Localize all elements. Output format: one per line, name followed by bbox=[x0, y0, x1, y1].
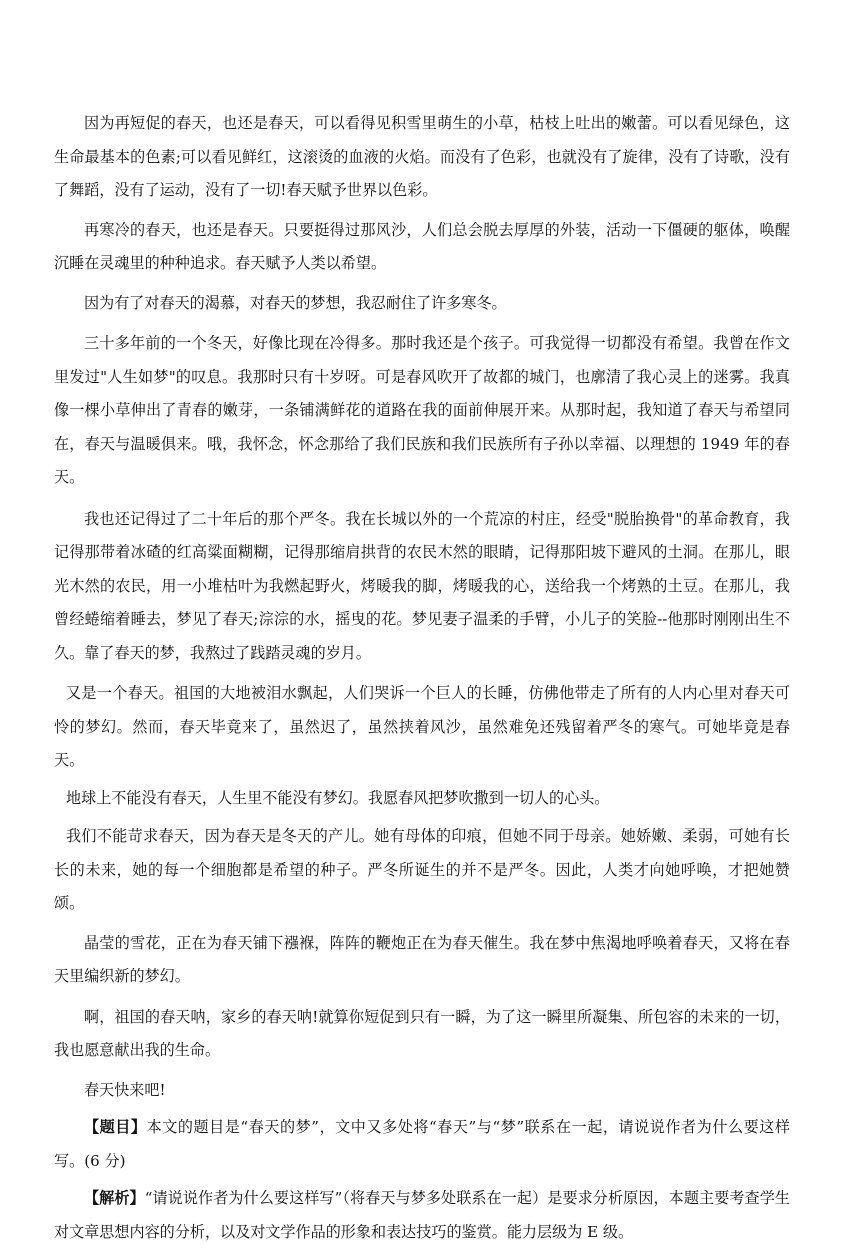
paragraph-3: 因为有了对春天的渴慕，对春天的梦想，我忍耐住了许多寒冬。 bbox=[84, 293, 507, 312]
paragraph-10: 啊，祖国的春天呐，家乡的春天呐!就算你短促到只有一瞬，为了这一瞬里所凝集、所包容的未来的一切，我也愿意献出我的生命。 bbox=[54, 1007, 790, 1059]
paragraph-1: 因为再短促的春天，也还是春天，可以看得见积雪里萌生的小草，枯枝上吐出的嫩蕾。可以看见绿色，这生命最基本的色素;可以看见鲜红，这滚烫的血液的火焰。而没有了色彩，也就没有了旋律，没有了诗歌，没有了舞蹈，没有了运动，没有了一切!春天赋予世界以色彩。 bbox=[54, 114, 790, 199]
question-paragraph bbox=[54, 1111, 790, 1178]
analysis-text: “请说说作者为什么要这样写”（将春天与梦多处联系在一起）是要求分析原因，本题主要考查学生对文章思想内容的分析，以及对文学作品的形象和表达技巧的鉴赏。能力层级为 E 级。 bbox=[54, 1189, 790, 1241]
paragraph-8: 我们不能苛求春天，因为春天是冬天的产儿。她有母体的印痕，但她不同于母亲。她娇嫩、柔弱，可她有长长的未来，她的每一个细胞都是希望的种子。严冬所诞生的并不是严冬。因此，人类才向她呼唤，才把她赞颂。 bbox=[54, 827, 790, 912]
question-label: 【题目】 bbox=[84, 1118, 147, 1136]
paragraph-9: 晶莹的雪花，正在为春天铺下襁褓，阵阵的鞭炮正在为春天催生。我在梦中焦渴地呼唤着春天，又将在春天里编织新的梦幻。 bbox=[54, 933, 790, 985]
question-text: 本文的题目是“春天的梦”，文中又多处将“春天”与“梦”联系在一起，请说说作者为什么要这样写。(6 分) bbox=[54, 1118, 790, 1170]
paragraph-4: 三十多年前的一个冬天，好像比现在冷得多。那时我还是个孩子。可我觉得一切都没有希望。我曾在作文里发过"人生如梦"的叹息。我那时只有十岁呀。可是春风吹开了故都的城门，也廓清了我心灵上的迷雾。我真像一棵小草伸出了青春的嫩芽，一条铺满鲜花的道路在我的面前伸展开来。从那时起，我知道了春天与希望同在，春天与温暖俱来。哦，我怀念，怀念那给了我们民族和我们民族所有子孙以幸福、以理想的 1949 年的春天。 bbox=[54, 334, 790, 486]
paragraph-2: 再寒冷的春天，也还是春天。只要挺得过那风沙，人们总会脱去厚厚的外装，活动一下僵硬的躯体，唤醒沉睡在灵魂里的种种追求。春天赋予人类以希望。 bbox=[54, 220, 790, 272]
paragraph-11: 春天快来吧! bbox=[84, 1080, 166, 1099]
analysis-label: 【解析】 bbox=[84, 1189, 145, 1207]
paragraph-6: 又是一个春天。祖国的大地被泪水飘起，人们哭诉一个巨人的长睡，仿佛他带走了所有的人内心里对春天可怜的梦幻。然而，春天毕竟来了，虽然迟了，虽然挟着风沙，虽然难免还残留着严冬的寒气。可她毕竟是春天。 bbox=[54, 684, 790, 769]
paragraph-7: 地球上不能没有春天，人生里不能没有梦幻。我愿春风把梦吹撒到一切人的心头。 bbox=[66, 788, 610, 807]
paragraph-5: 我也还记得过了二十年后的那个严冬。我在长城以外的一个荒凉的村庄，经受"脱胎换骨"的革命教育，我记得那带着冰碴的红高粱面糊糊，记得那缩肩拱背的农民木然的眼睛，记得那阳坡下避风的土洞。在那儿，眼光木然的农民，用一小堆枯叶为我燃起野火，烤暖我的脚，烤暖我的心，送给我一个烤熟的土豆。在那儿，我曾经蜷缩着睡去，梦见了春天;淙淙的水，摇曳的花。梦见妻子温柔的手臂，小儿子的笑脸--他那时刚刚出生不久。靠了春天的梦，我熬过了践踏灵魂的岁月。 bbox=[54, 509, 790, 662]
